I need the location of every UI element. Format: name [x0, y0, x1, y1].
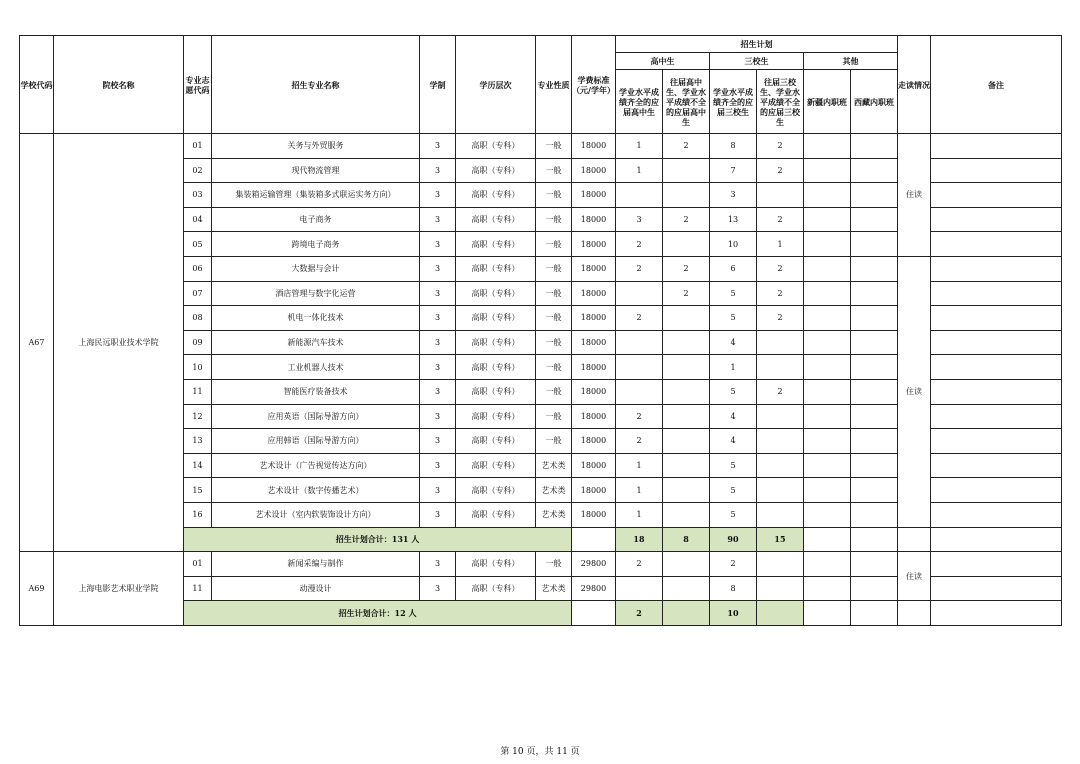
remarks [931, 134, 1062, 159]
major-nature: 一般 [536, 306, 572, 331]
remarks [931, 429, 1062, 454]
major-name: 智能医疗装备技术 [212, 379, 420, 404]
remarks [931, 306, 1062, 331]
remarks [931, 355, 1062, 380]
table-row [20, 552, 1062, 577]
ts-current-count: 4 [710, 330, 757, 355]
remarks [931, 158, 1062, 183]
education-level: 高职（专科） [456, 502, 536, 527]
tibet-count [851, 552, 898, 577]
education-level: 高职（专科） [456, 552, 536, 577]
ts-current-count: 5 [710, 306, 757, 331]
tibet-count [851, 429, 898, 454]
enrollment-plan-table [19, 35, 1062, 626]
total-tibet [851, 601, 898, 626]
hs-past-count: 2 [663, 134, 710, 159]
education-level: 高职（专科） [456, 478, 536, 503]
tuition: 18000 [572, 453, 616, 478]
header-plan: 招生计划 [616, 36, 898, 53]
total-blank [572, 601, 616, 626]
header-xinjiang: 新疆内职班 [804, 70, 851, 134]
xinjiang-count [804, 158, 851, 183]
ts-past-count [757, 453, 804, 478]
header-hs-past: 往届高中生、学业水平成绩不全的应届高中生 [663, 70, 710, 134]
tibet-count [851, 134, 898, 159]
school-name: 上海电影艺术职业学院 [54, 552, 184, 626]
major-name: 动漫设计 [212, 576, 420, 601]
education-level: 高职（专科） [456, 379, 536, 404]
tuition: 18000 [572, 306, 616, 331]
remarks [931, 576, 1062, 601]
xinjiang-count [804, 355, 851, 380]
major-nature: 一般 [536, 379, 572, 404]
education-level: 高职（专科） [456, 355, 536, 380]
tuition: 18000 [572, 330, 616, 355]
remarks [931, 281, 1062, 306]
xinjiang-count [804, 576, 851, 601]
total-hs-current: 18 [616, 527, 663, 552]
hs-past-count [663, 429, 710, 454]
ts-past-count [757, 478, 804, 503]
education-level: 高职（专科） [456, 330, 536, 355]
duration: 3 [420, 330, 456, 355]
tibet-count [851, 306, 898, 331]
ts-past-count [757, 552, 804, 577]
education-level: 高职（专科） [456, 281, 536, 306]
major-name: 跨境电子商务 [212, 232, 420, 257]
hs-past-count [663, 404, 710, 429]
education-level: 高职（专科） [456, 134, 536, 159]
total-hs-past: 8 [663, 527, 710, 552]
hs-past-count [663, 158, 710, 183]
hs-current-count [616, 330, 663, 355]
major-name: 关务与外贸服务 [212, 134, 420, 159]
major-code: 02 [184, 158, 212, 183]
education-level: 高职（专科） [456, 183, 536, 208]
major-nature: 一般 [536, 429, 572, 454]
xinjiang-count [804, 453, 851, 478]
xinjiang-count [804, 404, 851, 429]
total-tibet [851, 527, 898, 552]
header-nature: 专业性质 [536, 36, 572, 134]
major-name: 新闻采编与制作 [212, 552, 420, 577]
hs-past-count: 2 [663, 256, 710, 281]
tibet-count [851, 158, 898, 183]
major-code: 06 [184, 256, 212, 281]
ts-current-count: 10 [710, 232, 757, 257]
ts-current-count: 7 [710, 158, 757, 183]
total-hs-current: 2 [616, 601, 663, 626]
ts-past-count: 2 [757, 306, 804, 331]
ts-current-count: 4 [710, 404, 757, 429]
hs-past-count [663, 502, 710, 527]
hs-past-count: 2 [663, 281, 710, 306]
duration: 3 [420, 355, 456, 380]
ts-past-count [757, 502, 804, 527]
education-level: 高职（专科） [456, 232, 536, 257]
hs-past-count [663, 379, 710, 404]
hs-past-count [663, 183, 710, 208]
ts-current-count: 4 [710, 429, 757, 454]
education-level: 高职（专科） [456, 453, 536, 478]
tibet-count [851, 207, 898, 232]
major-name: 艺术设计（广告视觉传达方向） [212, 453, 420, 478]
xinjiang-count [804, 256, 851, 281]
ts-past-count [757, 183, 804, 208]
tuition: 18000 [572, 429, 616, 454]
remarks [931, 552, 1062, 577]
tuition: 29800 [572, 576, 616, 601]
ts-past-count: 2 [757, 379, 804, 404]
major-name: 艺术设计（室内软装饰设计方向） [212, 502, 420, 527]
hs-current-count: 1 [616, 478, 663, 503]
duration: 3 [420, 576, 456, 601]
major-nature: 一般 [536, 183, 572, 208]
major-nature: 一般 [536, 232, 572, 257]
hs-current-count [616, 379, 663, 404]
remarks [931, 330, 1062, 355]
ts-current-count: 5 [710, 379, 757, 404]
school-name: 上海民远职业技术学院 [54, 134, 184, 552]
major-code: 16 [184, 502, 212, 527]
major-name: 电子商务 [212, 207, 420, 232]
hs-past-count [663, 453, 710, 478]
duration: 3 [420, 453, 456, 478]
ts-past-count: 2 [757, 256, 804, 281]
major-nature: 一般 [536, 552, 572, 577]
tuition: 18000 [572, 158, 616, 183]
hs-current-count: 1 [616, 453, 663, 478]
hs-current-count: 2 [616, 404, 663, 429]
major-code: 07 [184, 281, 212, 306]
xinjiang-count [804, 232, 851, 257]
school-code: A69 [20, 552, 54, 626]
tibet-count [851, 576, 898, 601]
major-nature: 一般 [536, 256, 572, 281]
header-major-code: 专业志愿代码 [184, 36, 212, 134]
boarding-status: 住读 [898, 552, 931, 601]
ts-current-count: 8 [710, 134, 757, 159]
page-footer: 第 10 页，共 11 页 [500, 747, 580, 757]
header-ts-current: 学业水平成绩齐全的应届三校生 [710, 70, 757, 134]
ts-past-count: 2 [757, 134, 804, 159]
major-name: 工业机器人技术 [212, 355, 420, 380]
hs-current-count: 2 [616, 256, 663, 281]
duration: 3 [420, 183, 456, 208]
major-name: 新能源汽车技术 [212, 330, 420, 355]
education-level: 高职（专科） [456, 576, 536, 601]
tuition: 18000 [572, 232, 616, 257]
xinjiang-count [804, 306, 851, 331]
xinjiang-count [804, 429, 851, 454]
tibet-count [851, 404, 898, 429]
header-duration: 学制 [420, 36, 456, 134]
total-label: 招生计划合计：131 人 [184, 527, 572, 552]
hs-current-count: 3 [616, 207, 663, 232]
ts-past-count [757, 576, 804, 601]
ts-past-count: 2 [757, 281, 804, 306]
ts-current-count: 13 [710, 207, 757, 232]
tibet-count [851, 183, 898, 208]
tibet-count [851, 453, 898, 478]
table-body [20, 134, 1062, 626]
duration: 3 [420, 281, 456, 306]
hs-current-count: 2 [616, 429, 663, 454]
ts-current-count: 2 [710, 552, 757, 577]
header-tuition: 学费标准（元/学年） [572, 36, 616, 134]
ts-current-count: 5 [710, 478, 757, 503]
duration: 3 [420, 478, 456, 503]
xinjiang-count [804, 379, 851, 404]
major-name: 机电一体化技术 [212, 306, 420, 331]
tuition: 18000 [572, 502, 616, 527]
major-code: 09 [184, 330, 212, 355]
total-remarks [931, 527, 1062, 552]
hs-past-count [663, 576, 710, 601]
tuition: 18000 [572, 379, 616, 404]
header-other: 其他 [804, 53, 898, 70]
hs-current-count [616, 183, 663, 208]
tibet-count [851, 355, 898, 380]
header-three-school: 三校生 [710, 53, 804, 70]
tibet-count [851, 330, 898, 355]
ts-past-count: 2 [757, 207, 804, 232]
major-nature: 一般 [536, 330, 572, 355]
xinjiang-count [804, 330, 851, 355]
major-code: 14 [184, 453, 212, 478]
major-nature: 一般 [536, 404, 572, 429]
boarding-status: 住读 [898, 134, 931, 257]
major-code: 15 [184, 478, 212, 503]
duration: 3 [420, 256, 456, 281]
hs-past-count [663, 232, 710, 257]
tibet-count [851, 281, 898, 306]
hs-current-count: 2 [616, 552, 663, 577]
major-nature: 一般 [536, 355, 572, 380]
remarks [931, 478, 1062, 503]
hs-past-count [663, 552, 710, 577]
hs-past-count [663, 330, 710, 355]
total-hs-past [663, 601, 710, 626]
major-nature: 一般 [536, 134, 572, 159]
remarks [931, 207, 1062, 232]
major-code: 01 [184, 134, 212, 159]
remarks [931, 256, 1062, 281]
major-name: 现代物流管理 [212, 158, 420, 183]
xinjiang-count [804, 281, 851, 306]
hs-past-count: 2 [663, 207, 710, 232]
duration: 3 [420, 207, 456, 232]
education-level: 高职（专科） [456, 207, 536, 232]
hs-current-count: 2 [616, 306, 663, 331]
xinjiang-count [804, 552, 851, 577]
tuition: 18000 [572, 183, 616, 208]
education-level: 高职（专科） [456, 158, 536, 183]
tuition: 18000 [572, 134, 616, 159]
tuition: 18000 [572, 355, 616, 380]
header-tibet: 西藏内职班 [851, 70, 898, 134]
major-code: 12 [184, 404, 212, 429]
tibet-count [851, 256, 898, 281]
hs-current-count: 1 [616, 158, 663, 183]
major-name: 集装箱运输管理（集装箱多式联运实务方向） [212, 183, 420, 208]
total-ts-past: 15 [757, 527, 804, 552]
total-xinjiang [804, 527, 851, 552]
ts-past-count [757, 404, 804, 429]
ts-past-count: 1 [757, 232, 804, 257]
duration: 3 [420, 552, 456, 577]
major-nature: 一般 [536, 207, 572, 232]
duration: 3 [420, 232, 456, 257]
major-code: 04 [184, 207, 212, 232]
tuition: 18000 [572, 478, 616, 503]
tuition: 29800 [572, 552, 616, 577]
total-blank [572, 527, 616, 552]
education-level: 高职（专科） [456, 306, 536, 331]
remarks [931, 183, 1062, 208]
ts-current-count: 5 [710, 502, 757, 527]
education-level: 高职（专科） [456, 429, 536, 454]
remarks [931, 232, 1062, 257]
hs-current-count: 2 [616, 232, 663, 257]
major-code: 03 [184, 183, 212, 208]
ts-current-count: 5 [710, 281, 757, 306]
remarks [931, 404, 1062, 429]
duration: 3 [420, 429, 456, 454]
ts-past-count [757, 330, 804, 355]
boarding-status: 住读 [898, 256, 931, 527]
duration: 3 [420, 306, 456, 331]
major-name: 应用韩语（国际导游方向） [212, 429, 420, 454]
major-code: 05 [184, 232, 212, 257]
xinjiang-count [804, 134, 851, 159]
major-nature: 艺术类 [536, 576, 572, 601]
ts-current-count: 3 [710, 183, 757, 208]
header-school-name: 院校名称 [54, 36, 184, 134]
header-high-school: 高中生 [616, 53, 710, 70]
ts-past-count [757, 355, 804, 380]
total-ts-current: 10 [710, 601, 757, 626]
major-code: 01 [184, 552, 212, 577]
xinjiang-count [804, 478, 851, 503]
major-nature: 一般 [536, 281, 572, 306]
school-code: A67 [20, 134, 54, 552]
major-code: 11 [184, 379, 212, 404]
duration: 3 [420, 379, 456, 404]
header-ts-past: 往届三校生、学业水平成绩不全的应届三校生 [757, 70, 804, 134]
major-code: 08 [184, 306, 212, 331]
tuition: 18000 [572, 404, 616, 429]
hs-current-count: 1 [616, 134, 663, 159]
remarks [931, 502, 1062, 527]
major-name: 艺术设计（数字传播艺术） [212, 478, 420, 503]
major-nature: 一般 [536, 158, 572, 183]
major-nature: 艺术类 [536, 478, 572, 503]
hs-current-count [616, 281, 663, 306]
header-remarks: 备注 [931, 36, 1062, 134]
ts-past-count [757, 429, 804, 454]
tuition: 18000 [572, 207, 616, 232]
tibet-count [851, 502, 898, 527]
tibet-count [851, 379, 898, 404]
major-code: 13 [184, 429, 212, 454]
duration: 3 [420, 404, 456, 429]
major-name: 应用英语（国际导游方向） [212, 404, 420, 429]
header-hs-current: 学业水平成绩齐全的应届高中生 [616, 70, 663, 134]
tuition: 18000 [572, 281, 616, 306]
major-code: 11 [184, 576, 212, 601]
header-boarding: 走读情况 [898, 36, 931, 134]
major-nature: 艺术类 [536, 453, 572, 478]
duration: 3 [420, 134, 456, 159]
total-boarding [898, 527, 931, 552]
xinjiang-count [804, 183, 851, 208]
education-level: 高职（专科） [456, 404, 536, 429]
ts-current-count: 1 [710, 355, 757, 380]
major-code: 10 [184, 355, 212, 380]
major-nature: 艺术类 [536, 502, 572, 527]
hs-past-count [663, 306, 710, 331]
hs-past-count [663, 355, 710, 380]
total-label: 招生计划合计：12 人 [184, 601, 572, 626]
education-level: 高职（专科） [456, 256, 536, 281]
remarks [931, 379, 1062, 404]
total-ts-past [757, 601, 804, 626]
ts-current-count: 8 [710, 576, 757, 601]
hs-current-count: 1 [616, 502, 663, 527]
duration: 3 [420, 158, 456, 183]
header-school-code: 学校代码 [20, 36, 54, 134]
duration: 3 [420, 502, 456, 527]
total-xinjiang [804, 601, 851, 626]
tuition: 18000 [572, 256, 616, 281]
ts-current-count: 5 [710, 453, 757, 478]
major-name: 酒店管理与数字化运营 [212, 281, 420, 306]
total-ts-current: 90 [710, 527, 757, 552]
xinjiang-count [804, 207, 851, 232]
hs-current-count [616, 355, 663, 380]
tibet-count [851, 478, 898, 503]
xinjiang-count [804, 502, 851, 527]
remarks [931, 453, 1062, 478]
header-major-name: 招生专业名称 [212, 36, 420, 134]
major-name: 大数据与会计 [212, 256, 420, 281]
table-row [20, 134, 1062, 159]
hs-current-count [616, 576, 663, 601]
ts-current-count: 6 [710, 256, 757, 281]
hs-past-count [663, 478, 710, 503]
ts-past-count: 2 [757, 158, 804, 183]
tibet-count [851, 232, 898, 257]
header-level: 学历层次 [456, 36, 536, 134]
total-boarding [898, 601, 931, 626]
total-remarks [931, 601, 1062, 626]
